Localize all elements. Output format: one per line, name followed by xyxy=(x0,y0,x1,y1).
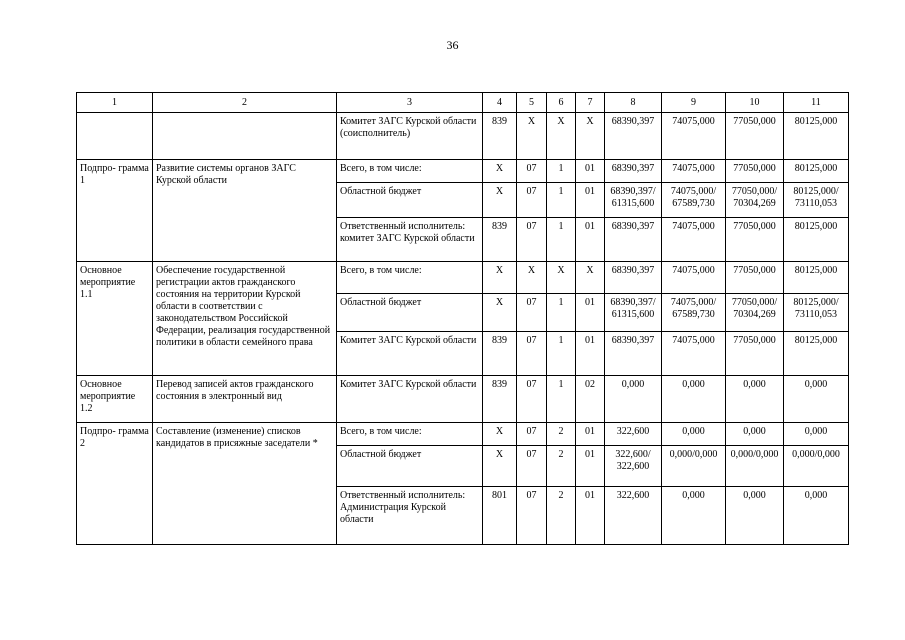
table-row xyxy=(77,113,849,160)
executor-cell: Комитет ЗАГС Курской области xyxy=(337,332,483,376)
executor-cell: Ответственный исполнитель: комитет ЗАГС Курской области xyxy=(337,218,483,262)
year2-cell: 74075,000 xyxy=(662,218,726,262)
program-name-cell: Составление (изменение) списков кандидатов в присяжные заседатели * xyxy=(153,423,337,545)
column-header-8: 8 xyxy=(605,93,662,113)
column-header-6: 6 xyxy=(547,93,576,113)
budget-table xyxy=(76,92,849,545)
rz-cell: 07 xyxy=(517,376,547,423)
rz-cell: 07 xyxy=(517,423,547,446)
column-header-2: 2 xyxy=(153,93,337,113)
csr-cell: 02 xyxy=(576,376,605,423)
program-status-cell: Подпро- грамма 2 xyxy=(77,423,153,545)
year3-cell: 0,000/0,000 xyxy=(726,446,784,487)
year4-cell: 0,000/0,000 xyxy=(784,446,849,487)
column-header-3: 3 xyxy=(337,93,483,113)
pr-cell: 1 xyxy=(547,160,576,183)
program-status-cell: Основное мероприятие 1.2 xyxy=(77,376,153,423)
csr-cell: 01 xyxy=(576,160,605,183)
executor-cell: Комитет ЗАГС Курской области xyxy=(337,376,483,423)
gr-cell: Х xyxy=(483,294,517,332)
executor-cell: Комитет ЗАГС Курской области (соисполнитель) xyxy=(337,113,483,160)
year4-cell: 80125,000 xyxy=(784,218,849,262)
page-number: 36 xyxy=(446,38,459,52)
table-row xyxy=(77,423,849,446)
year4-cell: 0,000 xyxy=(784,376,849,423)
executor-cell: Всего, в том числе: xyxy=(337,262,483,294)
year1-cell: 68390,397/ 61315,600 xyxy=(605,183,662,218)
column-header-1: 1 xyxy=(77,93,153,113)
year3-cell: 77050,000/ 70304,269 xyxy=(726,183,784,218)
year2-cell: 74075,000 xyxy=(662,113,726,160)
table-row xyxy=(77,262,849,294)
gr-cell: 839 xyxy=(483,113,517,160)
executor-cell: Ответственный исполнитель: Администрация Курской области xyxy=(337,487,483,545)
executor-cell: Всего, в том числе: xyxy=(337,160,483,183)
column-header-11: 11 xyxy=(784,93,849,113)
year1-cell: 322,600 xyxy=(605,423,662,446)
year4-cell: 0,000 xyxy=(784,423,849,446)
pr-cell: 2 xyxy=(547,446,576,487)
column-header-10: 10 xyxy=(726,93,784,113)
rz-cell: 07 xyxy=(517,183,547,218)
program-status-cell: Основное мероприятие 1.1 xyxy=(77,262,153,376)
year3-cell: 77050,000/ 70304,269 xyxy=(726,294,784,332)
rz-cell: 07 xyxy=(517,332,547,376)
executor-cell: Областной бюджет xyxy=(337,446,483,487)
year1-cell: 68390,397 xyxy=(605,218,662,262)
gr-cell: 839 xyxy=(483,332,517,376)
pr-cell: 2 xyxy=(547,423,576,446)
year2-cell: 74075,000 xyxy=(662,160,726,183)
pr-cell: 1 xyxy=(547,376,576,423)
year3-cell: 77050,000 xyxy=(726,218,784,262)
year2-cell: 0,000 xyxy=(662,423,726,446)
year3-cell: 0,000 xyxy=(726,487,784,545)
year1-cell: 68390,397 xyxy=(605,332,662,376)
program-name-cell: Развитие системы органов ЗАГС Курской области xyxy=(153,160,337,262)
program-name-cell: Обеспечение государственной регистрации актов гражданского состояния на территории Курской области в соответствии с законодательством Российской Федерации, реализация государственной политики в области семейного права xyxy=(153,262,337,376)
gr-cell: 839 xyxy=(483,376,517,423)
gr-cell: Х xyxy=(483,262,517,294)
rz-cell: 07 xyxy=(517,218,547,262)
year2-cell: 0,000/0,000 xyxy=(662,446,726,487)
column-header-5: 5 xyxy=(517,93,547,113)
csr-cell: 01 xyxy=(576,294,605,332)
rz-cell: 07 xyxy=(517,487,547,545)
rz-cell: 07 xyxy=(517,446,547,487)
year1-cell: 0,000 xyxy=(605,376,662,423)
executor-cell: Областной бюджет xyxy=(337,294,483,332)
gr-cell: 839 xyxy=(483,218,517,262)
year4-cell: 80125,000 xyxy=(784,113,849,160)
pr-cell: 1 xyxy=(547,218,576,262)
program-status-cell xyxy=(77,113,153,160)
year4-cell: 80125,000/ 73110,053 xyxy=(784,183,849,218)
year1-cell: 68390,397 xyxy=(605,113,662,160)
year1-cell: 68390,397 xyxy=(605,262,662,294)
program-status-cell: Подпро- грамма 1 xyxy=(77,160,153,262)
program-name-cell xyxy=(153,113,337,160)
year2-cell: 74075,000 xyxy=(662,332,726,376)
rz-cell: 07 xyxy=(517,294,547,332)
csr-cell: 01 xyxy=(576,487,605,545)
header-row xyxy=(77,93,849,113)
year2-cell: 74075,000/ 67589,730 xyxy=(662,294,726,332)
year4-cell: 80125,000 xyxy=(784,160,849,183)
column-header-9: 9 xyxy=(662,93,726,113)
csr-cell: Х xyxy=(576,262,605,294)
year3-cell: 77050,000 xyxy=(726,262,784,294)
pr-cell: Х xyxy=(547,113,576,160)
year2-cell: 0,000 xyxy=(662,376,726,423)
pr-cell: Х xyxy=(547,262,576,294)
gr-cell: Х xyxy=(483,160,517,183)
gr-cell: Х xyxy=(483,423,517,446)
year1-cell: 322,600/ 322,600 xyxy=(605,446,662,487)
year1-cell: 68390,397/ 61315,600 xyxy=(605,294,662,332)
rz-cell: Х xyxy=(517,113,547,160)
year4-cell: 80125,000 xyxy=(784,332,849,376)
csr-cell: 01 xyxy=(576,332,605,376)
table-row xyxy=(77,376,849,423)
pr-cell: 2 xyxy=(547,487,576,545)
pr-cell: 1 xyxy=(547,332,576,376)
year3-cell: 77050,000 xyxy=(726,160,784,183)
column-header-4: 4 xyxy=(483,93,517,113)
gr-cell: 801 xyxy=(483,487,517,545)
executor-cell: Областной бюджет xyxy=(337,183,483,218)
program-name-cell: Перевод записей актов гражданского состояния в электронный вид xyxy=(153,376,337,423)
csr-cell: Х xyxy=(576,113,605,160)
year1-cell: 322,600 xyxy=(605,487,662,545)
rz-cell: Х xyxy=(517,262,547,294)
column-header-7: 7 xyxy=(576,93,605,113)
pr-cell: 1 xyxy=(547,294,576,332)
year3-cell: 0,000 xyxy=(726,376,784,423)
year4-cell: 80125,000/ 73110,053 xyxy=(784,294,849,332)
csr-cell: 01 xyxy=(576,218,605,262)
csr-cell: 01 xyxy=(576,446,605,487)
csr-cell: 01 xyxy=(576,423,605,446)
year4-cell: 0,000 xyxy=(784,487,849,545)
executor-cell: Всего, в том числе: xyxy=(337,423,483,446)
year2-cell: 74075,000/ 67589,730 xyxy=(662,183,726,218)
csr-cell: 01 xyxy=(576,183,605,218)
year3-cell: 77050,000 xyxy=(726,332,784,376)
rz-cell: 07 xyxy=(517,160,547,183)
pr-cell: 1 xyxy=(547,183,576,218)
year3-cell: 77050,000 xyxy=(726,113,784,160)
gr-cell: Х xyxy=(483,446,517,487)
year2-cell: 74075,000 xyxy=(662,262,726,294)
year1-cell: 68390,397 xyxy=(605,160,662,183)
year4-cell: 80125,000 xyxy=(784,262,849,294)
gr-cell: Х xyxy=(483,183,517,218)
table-row xyxy=(77,160,849,183)
year3-cell: 0,000 xyxy=(726,423,784,446)
year2-cell: 0,000 xyxy=(662,487,726,545)
